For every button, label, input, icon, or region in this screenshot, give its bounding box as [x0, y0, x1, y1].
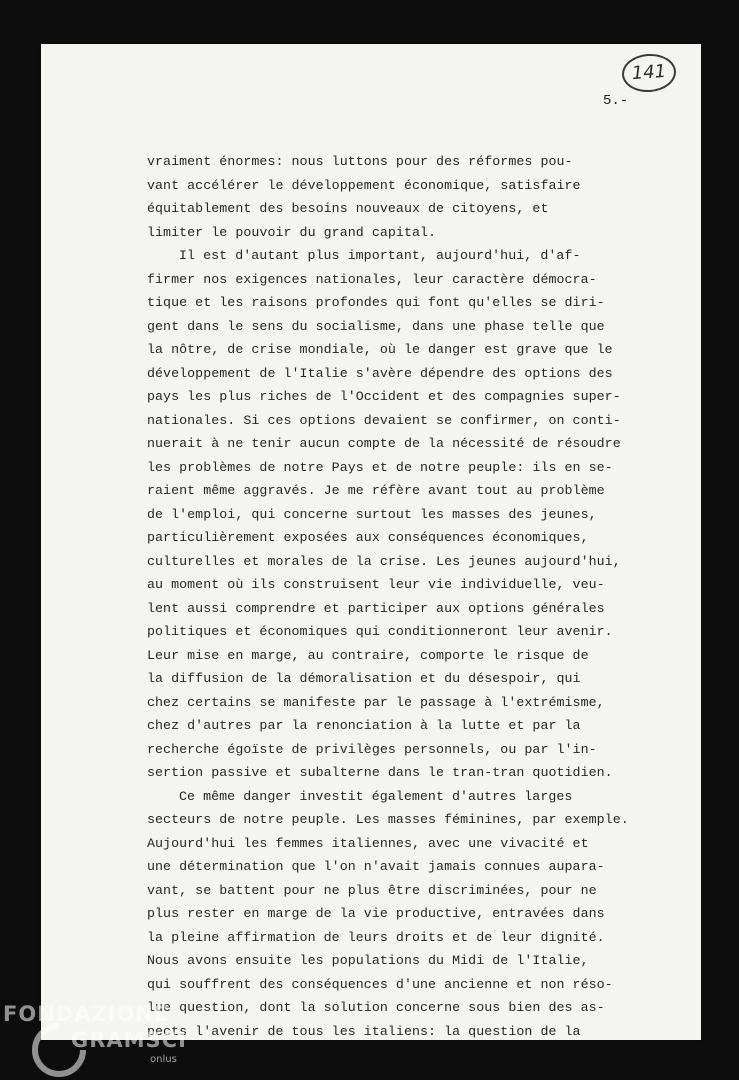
text-line: Ce même danger investit également d'autres larges [179, 788, 573, 804]
text-line: la pleine affirmation de leurs droits et de leur dignité. [147, 929, 605, 945]
fondazione-gramsci-watermark [3, 996, 193, 1080]
text-line: les problèmes de notre Pays et de notre peuple: ils en se- [147, 459, 613, 475]
text-line: culturelles et morales de la crise. Les jeunes aujourd'hui, [147, 553, 621, 569]
watermark-subtitle: onlus [150, 1054, 177, 1065]
text-line: Leur mise en marge, au contraire, comporte le risque de [147, 647, 589, 663]
text-line: recherche égoïste de privilèges personnels, ou par l'in- [147, 741, 597, 757]
text-line: la nôtre, de crise mondiale, où le danger est grave que le [147, 342, 613, 357]
watermark-line-2: GRAMSCI [71, 1028, 187, 1052]
watermark-line-1: FONDAZIONE [3, 1002, 170, 1026]
text-line: la diffusion de la démoralisation et du désespoir, qui [147, 671, 581, 686]
text-line: lent aussi comprendre et participer aux options générales [147, 600, 605, 616]
text-line: Nous avons ensuite les populations du Midi de l'Italie, [147, 953, 589, 968]
text-line: développement de l'Italie s'avère dépendre des options des [147, 365, 613, 381]
page-number: 5.- [603, 93, 629, 109]
text-line: secteurs de notre peuple. Les masses féminines, par exemple. [147, 812, 629, 827]
text-line: plus rester en marge de la vie productive, entravées dans [147, 906, 605, 921]
text-line: gent dans le sens du socialisme, dans une phase telle que [147, 318, 605, 334]
text-line: au moment où ils construisent leur vie individuelle, veu- [147, 577, 605, 592]
text-line: politiques et économiques qui conditionneront leur avenir. [147, 624, 613, 639]
text-line: pects l'avenir de tous les italiens: la question de la [147, 1023, 581, 1039]
text-line: chez certains se manifeste par le passage à l'extrémisme, [147, 694, 605, 710]
text-line: qui souffrent des conséquences d'une ancienne et non réso- [147, 976, 613, 992]
text-line: firmer nos exigences nationales, leur caractère démocra- [147, 271, 597, 287]
typed-text-body [147, 150, 637, 1043]
text-line: pays les plus riches de l'Occident et des compagnies super- [147, 389, 621, 404]
text-line: Aujourd'hui les femmes italiennes, avec une vivacité et [147, 835, 589, 851]
text-line: limiter le pouvoir du grand capital. [147, 224, 437, 240]
text-line: tique et les raisons profondes qui font qu'elles se diri- [147, 295, 605, 310]
text-line: lue question, dont la solution concerne sous bien des as- [147, 1000, 605, 1015]
text-line: nationales. Si ces options devaient se confirmer, on conti- [147, 412, 621, 428]
text-line: chez d'autres par la renonciation à la lutte et par la [147, 718, 581, 733]
text-line: sertion passive et subalterne dans le tran-tran quotidien. [147, 765, 613, 780]
text-line: nuerait à ne tenir aucun compte de la nécessité de résoudre [147, 436, 621, 451]
text-line: vant, se battent pour ne plus être discriminées, pour ne [147, 882, 597, 898]
text-line: Il est d'autant plus important, aujourd'hui, d'af- [179, 248, 581, 263]
text-line: de l'emploi, qui concerne surtout les masses des jeunes, [147, 506, 597, 522]
archive-number-stamp: 141 [621, 52, 678, 94]
text-line: équitablement des besoins nouveaux de citoyens, et [147, 201, 549, 216]
text-line: vant accélérer le développement économique, satisfaire [147, 177, 581, 193]
text-line: vraiment énormes: nous luttons pour des réformes pou- [147, 154, 573, 169]
text-line: raient même aggravés. Je me réfère avant tout au problème [147, 483, 605, 498]
text-line: particulièrement exposées aux conséquences économiques, [147, 530, 589, 545]
text-line: une détermination que l'on n'avait jamais connues aupara- [147, 859, 605, 874]
